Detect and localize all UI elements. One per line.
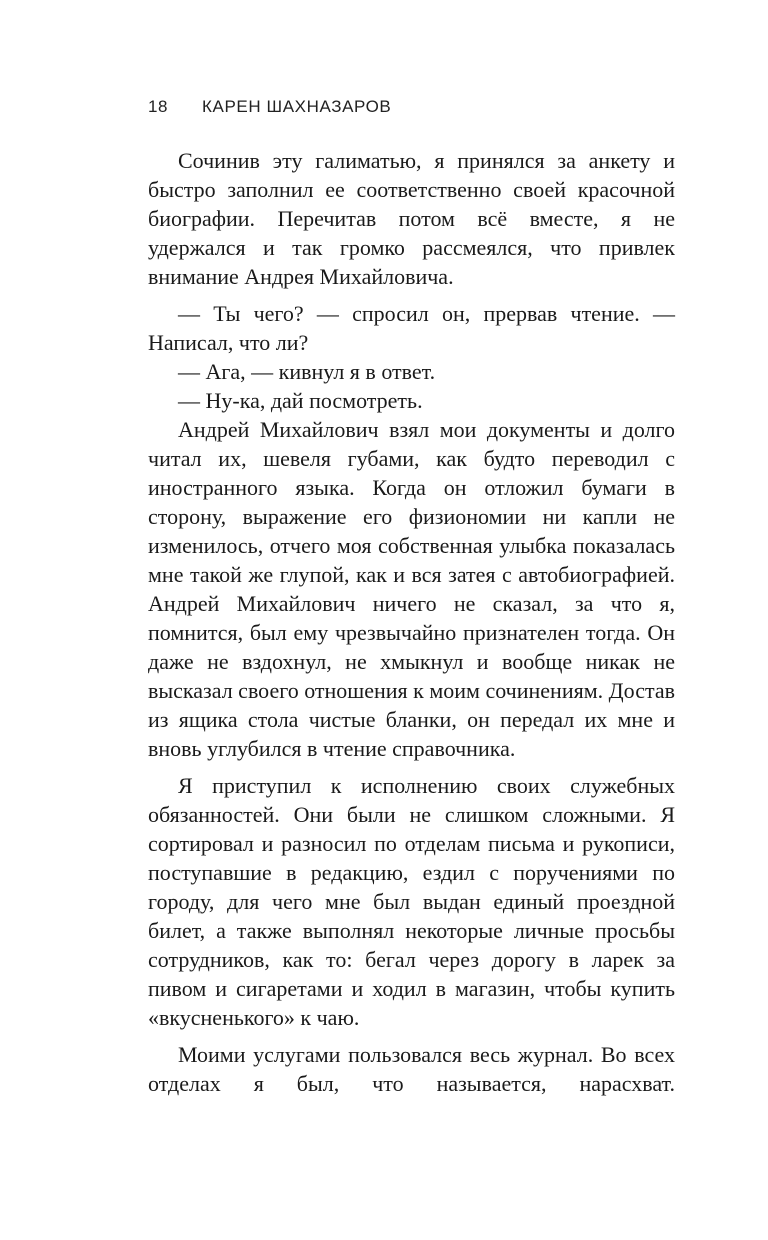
dialogue-line: — Ну-ка, дай посмотреть. [178,388,423,413]
paragraph: Моими услугами пользовался весь журнал. Во всех отделах я был, что называется, нарасхват. [148,1042,675,1096]
running-header [148,97,678,117]
page-number: 18 [148,97,169,116]
paragraph: Сочинив эту галиматью, я принялся за анкету и быстро заполнил ее соответственно своей красочной биографии. Перечитав потом всё вместе, я не удержался и так громко рассмеялся, что привлек внимание Андрея Михайловича. [148,148,675,289]
dialogue-line: — Ага, — кивнул я в ответ. [178,359,436,384]
paragraph: Андрей Михайлович взял мои документы и долго читал их, шевеля губами, как будто переводил с иностранного языка. Когда он отложил бумаги в сторону, выражение его физиономии ни капли не изменилось, отчего моя собственная улыбка показалась мне такой же глупой, как и вся затея с автобиографией. Андрей Михайлович ничего не сказал, за что я, помнится, был ему чрезвычайно признателен тогда. Он даже не вздохнул, не хмыкнул и вообще никак не высказал своего отношения к моим сочинениям. Достав из ящика стола чистые бланки, он передал их мне и вновь углубился в чтение справочника. [148,417,675,761]
dialogue-line: — Ты чего? — спросил он, прервав чтение. — Написал, что ли? [148,301,675,355]
running-title: КАРЕН ШАХНАЗАРОВ [202,97,392,116]
paragraph: Я приступил к исполнению своих служебных обязанностей. Они были не слишком сложными. Я сортировал и разносил по отделам письма и рукописи, поступавшие в редакцию, ездил с поручениями по городу, для чего мне был выдан единый проездной билет, а также выполнял некоторые личные просьбы сотрудников, как то: бегал через дорогу в ларек за пивом и сигаретами и ходил в магазин, чтобы купить «вкусненького» к чаю. [148,773,675,1030]
body-text [148,146,675,1098]
